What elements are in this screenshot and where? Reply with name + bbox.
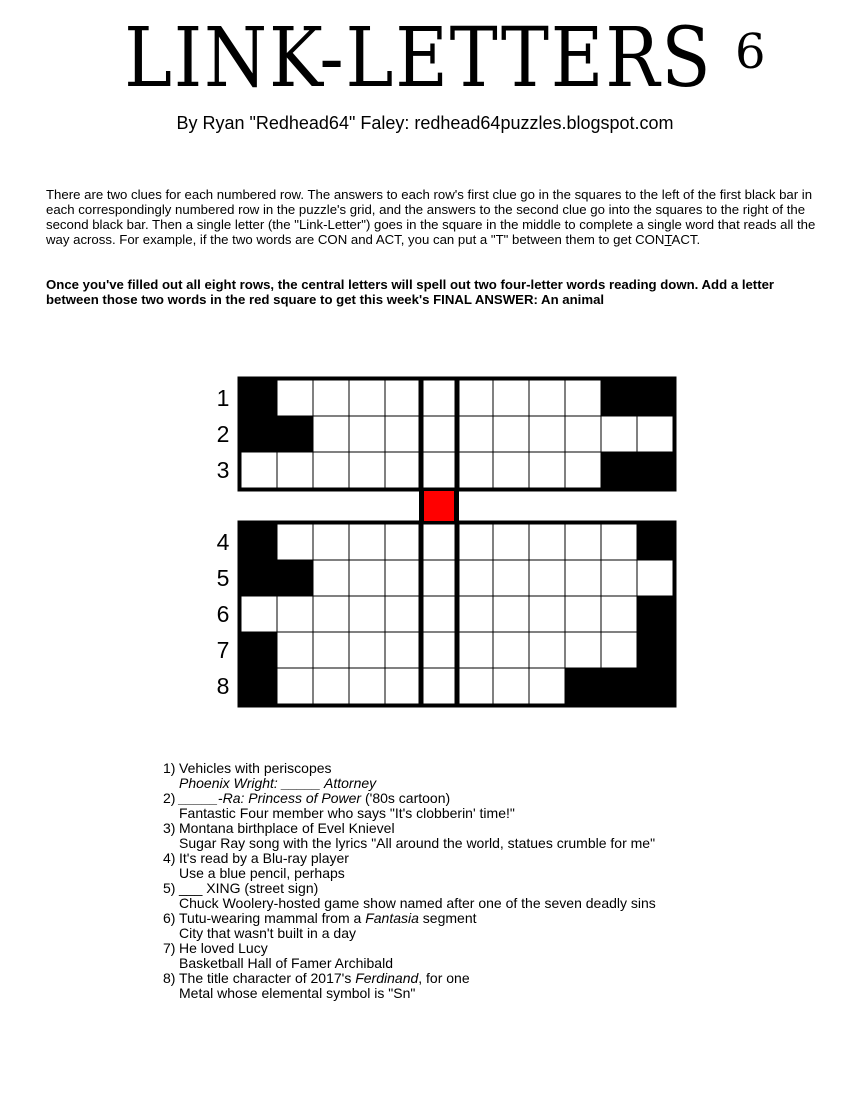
grid-cell-r8-c3[interactable] <box>313 668 349 704</box>
black-cell-r8-c10 <box>565 668 601 704</box>
puzzle-number: 6 <box>735 24 766 80</box>
grid-cell-r7-c3[interactable] <box>313 632 349 668</box>
grid-cell-r1-c2[interactable] <box>277 380 313 416</box>
grid-cell-r3-c9[interactable] <box>529 452 565 488</box>
grid-cell-r8-c9[interactable] <box>529 668 565 704</box>
clue-number: 5) <box>163 880 176 896</box>
black-cell-r2-c2 <box>277 416 313 452</box>
grid-cell-r7-c7[interactable] <box>457 632 493 668</box>
grid-cell-r6-c7[interactable] <box>457 596 493 632</box>
grid-cell-r5-c4[interactable] <box>349 560 385 596</box>
clue-text: ('80s cartoon) <box>361 790 451 806</box>
clue-number: 1) <box>163 760 176 776</box>
clue-second <box>163 986 656 1001</box>
grid-cell-r7-c2[interactable] <box>277 632 313 668</box>
clue-text: ___ XING (street sign) <box>179 880 319 896</box>
clue-second <box>163 926 656 941</box>
clue-text: He loved Lucy <box>179 940 268 956</box>
clue-text: Ferdinand <box>355 970 419 986</box>
clue-text: The title character of 2017's <box>179 970 356 986</box>
clue-text: Basketball Hall of Famer Archibald <box>179 955 393 971</box>
grid-cell-r4-c7[interactable] <box>457 524 493 560</box>
grid-cell-r6-c9[interactable] <box>529 596 565 632</box>
black-cell-r5-c1 <box>241 560 277 596</box>
grid-top-block <box>240 379 675 490</box>
grid-cell-r4-c5[interactable] <box>385 524 421 560</box>
grid-cell-r4-c9[interactable] <box>529 524 565 560</box>
grid-cell-r5-c11[interactable] <box>601 560 637 596</box>
grid-cell-r3-c4[interactable] <box>349 452 385 488</box>
grid-cell-r1-c3[interactable] <box>313 380 349 416</box>
black-cell-r1-c12 <box>637 380 673 416</box>
clue-number: 6) <box>163 910 176 926</box>
clue-first <box>163 821 656 836</box>
grid-cell-r5-c12[interactable] <box>637 560 673 596</box>
clue-first <box>163 761 656 776</box>
clue-text: _____-Ra: Princess of Power <box>179 790 362 806</box>
grid-cell-r2-c3[interactable] <box>313 416 349 452</box>
clue-list <box>163 761 656 1001</box>
row-number: 7 <box>216 637 230 663</box>
clue-item <box>163 821 656 851</box>
grid-cell-r3-c7[interactable] <box>457 452 493 488</box>
grid-cell-r5-c8[interactable] <box>493 560 529 596</box>
clue-number: 7) <box>163 940 176 956</box>
grid-cell-r7-c11[interactable] <box>601 632 637 668</box>
grid-cell-r4-c10[interactable] <box>565 524 601 560</box>
grid-cell-r1-c7[interactable] <box>457 380 493 416</box>
grid-cell-r3-c10[interactable] <box>565 452 601 488</box>
grid-cell-r7-c8[interactable] <box>493 632 529 668</box>
row-number: 2 <box>216 421 230 447</box>
clue-item <box>163 911 656 941</box>
grid-cell-r8-c8[interactable] <box>493 668 529 704</box>
black-cell-r3-c11 <box>601 452 637 488</box>
clue-first <box>163 941 656 956</box>
grid-cell-r6-c2[interactable] <box>277 596 313 632</box>
clue-second <box>163 776 656 791</box>
clue-text: Fantasia <box>365 910 419 926</box>
clue-text: Use a blue pencil, perhaps <box>179 865 345 881</box>
instructions <box>46 187 816 247</box>
grid-cell-r2-c9[interactable] <box>529 416 565 452</box>
clue-text: Phoenix Wright: _____ Attorney <box>179 775 377 791</box>
black-cell-r4-c1 <box>241 524 277 560</box>
link-letter-cell-r8-c6[interactable] <box>421 668 457 704</box>
clue-text: Sugar Ray song with the lyrics "All around the world, statues crumble for me" <box>179 835 656 851</box>
grid-cell-r1-c4[interactable] <box>349 380 385 416</box>
clue-text: Vehicles with periscopes <box>179 760 332 776</box>
grid-cell-r5-c5[interactable] <box>385 560 421 596</box>
grid-cell-r5-c9[interactable] <box>529 560 565 596</box>
black-cell-r1-c11 <box>601 380 637 416</box>
clue-second <box>163 866 656 881</box>
grid-cell-r4-c2[interactable] <box>277 524 313 560</box>
black-cell-r2-c1 <box>241 416 277 452</box>
black-cell-r7-c12 <box>637 632 673 668</box>
clue-item <box>163 941 656 971</box>
grid-bottom-block <box>240 523 675 706</box>
clue-text: Metal whose elemental symbol is "Sn" <box>179 985 416 1001</box>
clue-text: Tutu-wearing mammal from a <box>179 910 366 926</box>
black-cell-r1-c1 <box>241 380 277 416</box>
black-cell-r5-c2 <box>277 560 313 596</box>
grid-cell-r8-c5[interactable] <box>385 668 421 704</box>
grid-cell-r6-c4[interactable] <box>349 596 385 632</box>
grid-cell-r2-c8[interactable] <box>493 416 529 452</box>
clue-first <box>163 911 656 926</box>
row-number: 3 <box>216 457 230 483</box>
grid-cell-r2-c5[interactable] <box>385 416 421 452</box>
grid-cell-r6-c5[interactable] <box>385 596 421 632</box>
grid-cell-r1-c10[interactable] <box>565 380 601 416</box>
clue-text: City that wasn't built in a day <box>179 925 356 941</box>
grid-cell-r1-c8[interactable] <box>493 380 529 416</box>
clue-number: 4) <box>163 850 176 866</box>
clue-text: Fantastic Four member who says "It's clobberin' time!" <box>179 805 515 821</box>
grid-cell-r7-c10[interactable] <box>565 632 601 668</box>
grid-cell-r4-c11[interactable] <box>601 524 637 560</box>
black-cell-r7-c1 <box>241 632 277 668</box>
clue-item <box>163 971 656 1001</box>
grid-cell-r3-c2[interactable] <box>277 452 313 488</box>
clue-text: It's read by a Blu-ray player <box>179 850 349 866</box>
row-number: 1 <box>216 385 230 411</box>
grid-cell-r8-c7[interactable] <box>457 668 493 704</box>
clue-first <box>163 791 656 806</box>
link-letter-cell-r5-c6[interactable] <box>421 560 457 596</box>
grid-cell-r5-c3[interactable] <box>313 560 349 596</box>
black-cell-r6-c12 <box>637 596 673 632</box>
grid-cell-r5-c7[interactable] <box>457 560 493 596</box>
grid-cell-r7-c9[interactable] <box>529 632 565 668</box>
example-link-letter: T <box>664 232 672 247</box>
byline: By Ryan "Redhead64" Faley: redhead64puzzles.blogspot.com <box>176 113 674 133</box>
grid-cell-r2-c11[interactable] <box>601 416 637 452</box>
link-letter-cell-r3-c6[interactable] <box>421 452 457 488</box>
clue-second <box>163 836 656 851</box>
clue-number: 2) <box>163 790 176 806</box>
title-text: LINK-LETTERS <box>124 11 713 106</box>
clue-second <box>163 806 656 821</box>
instructions-text: There are two clues for each numbered row. The answers to each row's first clue go in the squares to the left of the first black bar in each correspondingly numbered row in the puzzle's grid, and the answers to the second clue go into the squares to the right of the second black bar. Then a single letter (the "Link-Letter") goes in the square in the middle to complete a single word that reads all the way across. For example, if the two words are CON and ACT, you can put a "T" between them to get CON <box>46 187 816 247</box>
grid-cell-r6-c8[interactable] <box>493 596 529 632</box>
clue-number: 3) <box>163 820 176 836</box>
grid-cell-r7-c4[interactable] <box>349 632 385 668</box>
grid-cell-r2-c12[interactable] <box>637 416 673 452</box>
clue-first <box>163 971 656 986</box>
grid-cell-r6-c10[interactable] <box>565 596 601 632</box>
link-letter-cell-r6-c6[interactable] <box>421 596 457 632</box>
clue-text: Montana birthplace of Evel Knievel <box>179 820 395 836</box>
clue-text: segment <box>418 910 477 926</box>
grid-cell-r2-c10[interactable] <box>565 416 601 452</box>
link-letter-cell-r2-c6[interactable] <box>421 416 457 452</box>
clue-first <box>163 881 656 896</box>
grid-cell-r6-c11[interactable] <box>601 596 637 632</box>
black-cell-r8-c11 <box>601 668 637 704</box>
grid-cell-r4-c3[interactable] <box>313 524 349 560</box>
clue-text: Chuck Woolery-hosted game show named after one of the seven deadly sins <box>179 895 656 911</box>
grid-cell-r6-c3[interactable] <box>313 596 349 632</box>
clue-item <box>163 791 656 821</box>
grid-cell-r3-c5[interactable] <box>385 452 421 488</box>
final-answer-red-square[interactable] <box>424 491 454 521</box>
clue-text: , for one <box>418 970 470 986</box>
clue-item <box>163 851 656 881</box>
instructions-text-end: ACT. <box>671 232 701 247</box>
clue-first <box>163 851 656 866</box>
grid-cell-r7-c5[interactable] <box>385 632 421 668</box>
black-cell-r4-c12 <box>637 524 673 560</box>
grid-cell-r3-c8[interactable] <box>493 452 529 488</box>
grid-cell-r1-c5[interactable] <box>385 380 421 416</box>
black-cell-r8-c12 <box>637 668 673 704</box>
grid-cell-r4-c4[interactable] <box>349 524 385 560</box>
grid-cell-r5-c10[interactable] <box>565 560 601 596</box>
clue-second <box>163 956 656 971</box>
grid-cell-r3-c1[interactable] <box>241 452 277 488</box>
black-cell-r3-c12 <box>637 452 673 488</box>
grid-cell-r1-c9[interactable] <box>529 380 565 416</box>
grid-cell-r2-c7[interactable] <box>457 416 493 452</box>
grid-cell-r8-c4[interactable] <box>349 668 385 704</box>
black-cell-r8-c1 <box>241 668 277 704</box>
link-letter-cell-r7-c6[interactable] <box>421 632 457 668</box>
clue-item <box>163 881 656 911</box>
row-number: 5 <box>216 565 230 591</box>
final-answer-instructions: Once you've filled out all eight rows, the central letters will spell out two four-letter words reading down. Add a letter between those two words in the red square to get this week's FINAL ANSWER: An animal <box>46 277 775 307</box>
clue-number: 8) <box>163 970 176 986</box>
grid-cell-r3-c3[interactable] <box>313 452 349 488</box>
row-number: 8 <box>216 673 230 699</box>
clue-second <box>163 896 656 911</box>
row-number: 4 <box>216 529 230 555</box>
grid-cell-r2-c4[interactable] <box>349 416 385 452</box>
grid-cell-r8-c2[interactable] <box>277 668 313 704</box>
clue-item <box>163 761 656 791</box>
link-letter-cell-r4-c6[interactable] <box>421 524 457 560</box>
grid-cell-r6-c1[interactable] <box>241 596 277 632</box>
grid-cell-r4-c8[interactable] <box>493 524 529 560</box>
puzzle-title <box>0 11 850 106</box>
link-letter-cell-r1-c6[interactable] <box>421 380 457 416</box>
row-number: 6 <box>216 601 230 627</box>
